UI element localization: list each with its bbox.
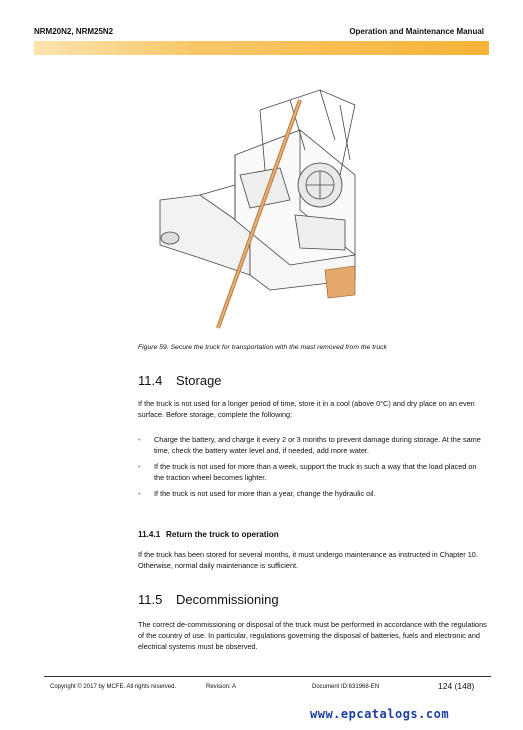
document-id: Document ID:631968-EN <box>312 684 380 690</box>
subsection-title: Return the truck to operation <box>166 530 279 539</box>
bullet-icon: • <box>138 462 141 471</box>
list-item <box>138 488 488 499</box>
subsection-number: 11.4.1 <box>138 530 161 539</box>
storage-intro: If the truck is not used for a longer period of time, store it in a cool (above 0°C) and dry place on an even surface. Before storage, complete the following: <box>138 399 475 419</box>
footer-divider <box>44 676 491 677</box>
subsection-heading <box>138 530 279 539</box>
storage-checklist <box>138 434 488 504</box>
bullet-icon: • <box>138 489 141 498</box>
page-number: 124 (148) <box>438 681 475 691</box>
revision: Revision: A <box>206 684 237 690</box>
watermark-link[interactable]: www.epcatalogs.com <box>310 707 450 721</box>
list-item-text: Charge the battery, and charge it every 2 or 3 months to prevent damage during storage. At the same time, check the battery water level and, if needed, add more water. <box>154 435 481 455</box>
header-accent-bar <box>34 41 489 55</box>
list-item-text: If the truck is not used for more than a year, change the hydraulic oil. <box>154 489 376 498</box>
return-to-operation-text: If the truck has been stored for several months, it must undergo maintenance as instructed in Chapter 10. Otherwise, normal daily maintenance is sufficient. <box>138 550 478 570</box>
manual-title: Operation and Maintenance Manual <box>349 27 484 36</box>
section-number: 11.4 <box>138 373 163 388</box>
section-heading-decommissioning <box>138 592 279 607</box>
list-item <box>138 461 488 483</box>
decommissioning-text: The correct de-commissioning or disposal of the truck must be performed in accordance with the regulations of the country of use. In particular, regulations governing the disposal of batteries, fuels and electronic and electrical systems must be observed. <box>138 620 487 651</box>
list-item <box>138 434 488 456</box>
section-title: Storage <box>176 373 222 388</box>
bullet-icon: • <box>138 435 141 444</box>
section-heading-storage <box>138 373 222 388</box>
list-item-text: If the truck is not used for more than a week, support the truck in such a way that the load placed on the traction wheel becomes lighter. <box>154 462 477 482</box>
page-header <box>22 27 492 40</box>
section-number: 11.5 <box>138 592 163 607</box>
copyright: Copyright © 2017 by MCFE. All rights reserved. <box>50 684 177 690</box>
truck-illustration <box>140 80 380 330</box>
figure-caption: Figure 59. Secure the truck for transportation with the mast removed from the truck <box>138 344 387 351</box>
section-title: Decommissioning <box>176 592 279 607</box>
model-name: NRM20N2, NRM25N2 <box>34 27 114 36</box>
